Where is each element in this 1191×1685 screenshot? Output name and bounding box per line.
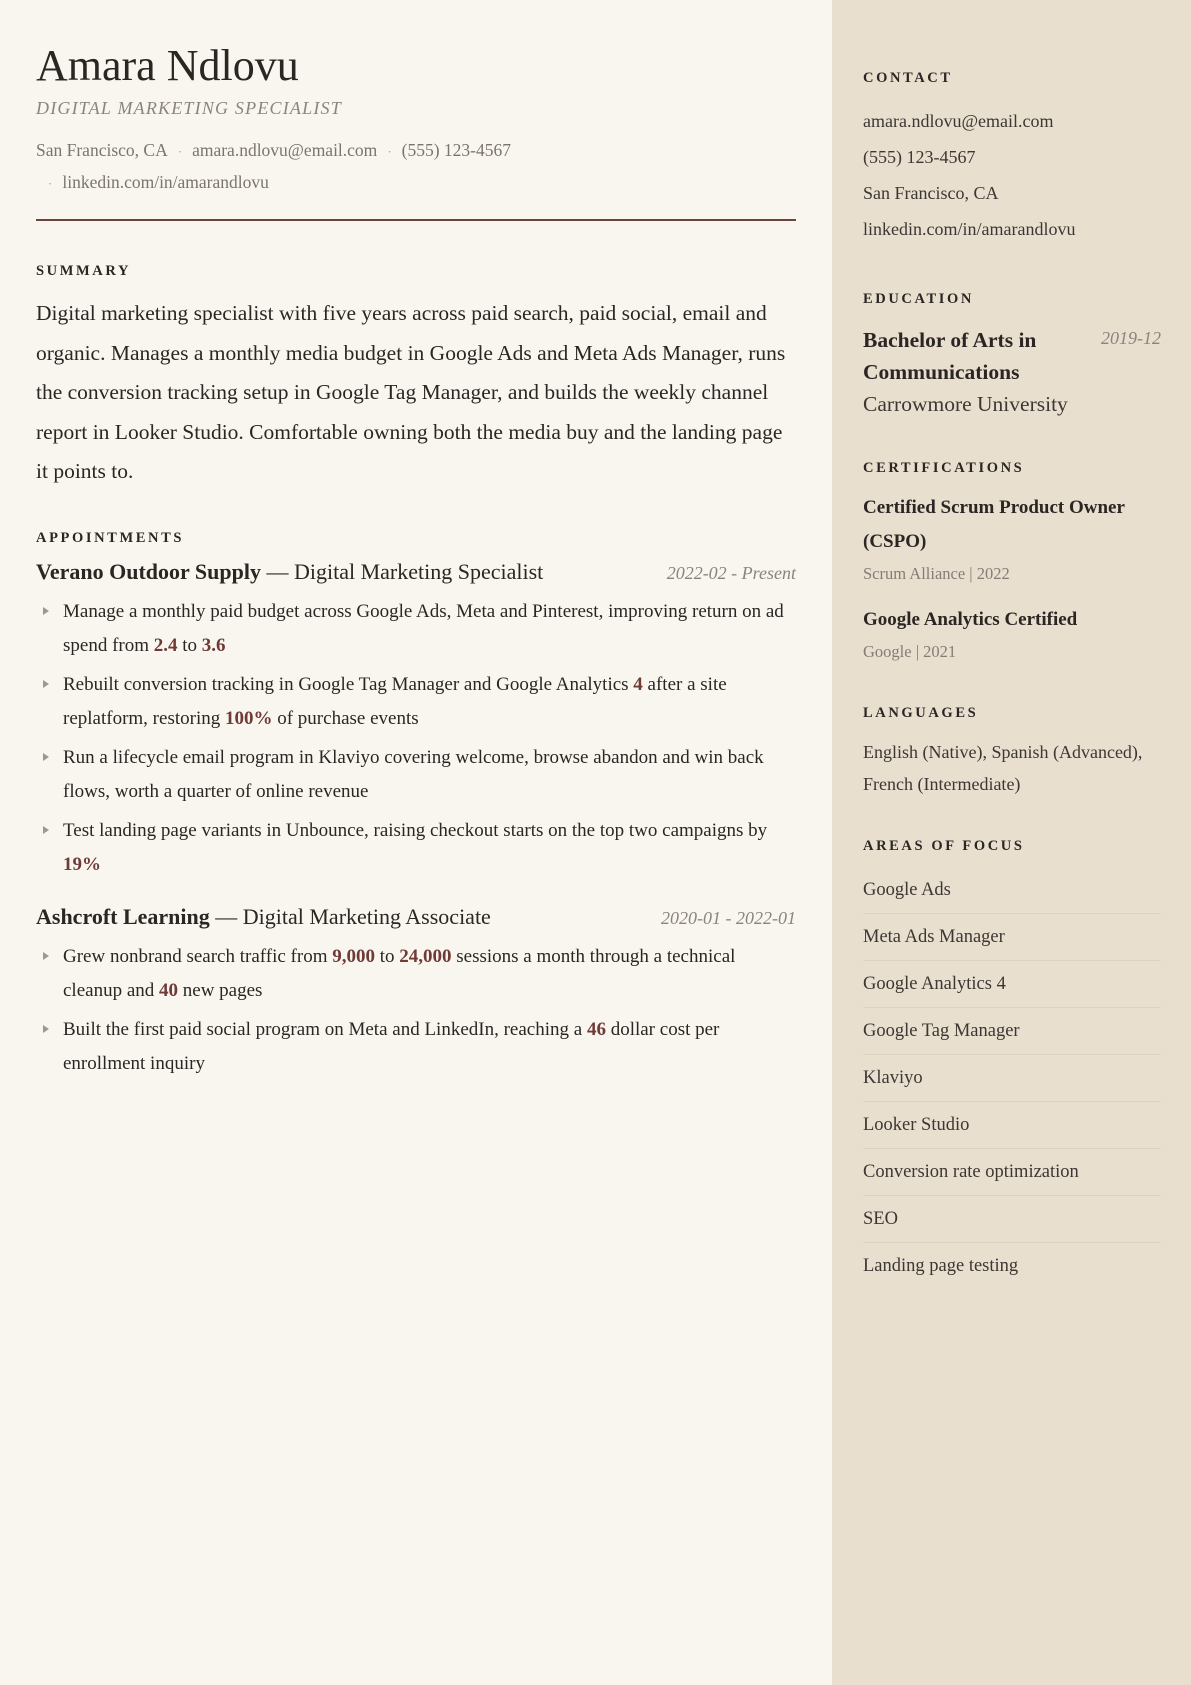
bullet-text: Built the first paid social program on Meta and LinkedIn, reaching a xyxy=(63,1018,587,1040)
certification-name: Google Analytics Certified xyxy=(863,609,1078,630)
job-dates: 2020-01 - 2022-01 xyxy=(661,907,796,928)
contact-section xyxy=(863,70,1161,247)
job-entry xyxy=(36,904,796,1081)
focus-item: Conversion rate optimization xyxy=(863,1149,1161,1196)
separator: · xyxy=(177,144,183,159)
contact-list xyxy=(863,103,1161,247)
contact-phone[interactable]: (555) 123-4567 xyxy=(863,147,976,167)
degree: Bachelor of Arts in Communications xyxy=(863,328,1037,384)
header-linkedin[interactable]: linkedin.com/in/amarandlovu xyxy=(62,172,269,192)
education-section xyxy=(863,291,1161,420)
header-divider xyxy=(36,219,796,221)
languages-text: English (Native), Spanish (Advanced), French (Intermediate) xyxy=(863,742,1143,794)
bullet-text: dollar cost per enrollment inquiry xyxy=(63,1018,720,1074)
bullet-metric: 9,000 xyxy=(332,945,375,967)
contact-location: San Francisco, CA xyxy=(863,183,999,203)
job-dash: — xyxy=(209,903,243,929)
sidebar xyxy=(832,0,1191,1685)
focus-item: Google Analytics 4 xyxy=(863,961,1161,1008)
bullet-text: Rebuilt conversion tracking in Google Tag Manager and Google Analytics xyxy=(63,673,634,695)
focus-item: Looker Studio xyxy=(863,1102,1161,1149)
focus-item: SEO xyxy=(863,1196,1161,1243)
focus-item: Meta Ads Manager xyxy=(863,914,1161,961)
bullet-text: Manage a monthly paid budget across Google Ads, Meta and Pinterest, improving return on ad spend from xyxy=(63,600,784,656)
summary-text: Digital marketing specialist with five years across paid search, paid social, email and organic. Manages a monthly media budget in Google Ads and Meta Ads Manager, runs the conversion tracking setup in Google Tag Manager, and builds the weekly channel report in Looker Studio. Comfortable owning both the media buy and the landing page it points to. xyxy=(36,301,786,483)
focus-item: Google Ads xyxy=(863,867,1161,914)
job-role: DIGITAL MARKETING SPECIALIST xyxy=(36,98,342,118)
job-position: Digital Marketing Specialist xyxy=(293,558,544,584)
contact-email[interactable]: amara.ndlovu@email.com xyxy=(863,111,1054,131)
candidate-name: Amara Ndlovu xyxy=(36,41,299,90)
focus-title: AREAS OF FOCUS xyxy=(863,838,1025,854)
job-entry xyxy=(36,559,796,882)
focus-item: Google Tag Manager xyxy=(863,1008,1161,1055)
bullet-item xyxy=(36,741,796,809)
job-dates: 2022-02 - Present xyxy=(666,562,796,583)
bullet-text: Grew nonbrand search traffic from xyxy=(63,945,333,967)
certification-item xyxy=(863,491,1161,589)
languages-section xyxy=(863,705,1161,800)
certifications-title: CERTIFICATIONS xyxy=(863,460,1025,476)
education-date: 2019-12 xyxy=(1101,328,1161,348)
job-title-line xyxy=(36,559,543,585)
job-position: Digital Marketing Associate xyxy=(242,903,491,929)
header-contact xyxy=(36,135,796,199)
bullet-text: to xyxy=(177,634,202,656)
bullet-item xyxy=(36,814,796,882)
bullet-metric: 3.6 xyxy=(201,634,226,656)
bullet-item xyxy=(36,940,796,1008)
bullet-metric: 2.4 xyxy=(153,634,178,656)
school: Carrowmore University xyxy=(863,392,1068,416)
job-list xyxy=(36,559,796,1081)
education-title: EDUCATION xyxy=(863,291,974,307)
focus-list xyxy=(863,867,1161,1289)
bullet-metric: 46 xyxy=(586,1018,606,1040)
header-email[interactable]: amara.ndlovu@email.com xyxy=(192,140,378,160)
bullet-text: of purchase events xyxy=(272,707,419,729)
bullet-item xyxy=(36,668,796,736)
appointments-title: APPOINTMENTS xyxy=(36,529,185,546)
bullet-text: Test landing page variants in Unbounce, raising checkout starts on the top two campaigns by xyxy=(63,819,768,841)
bullet-text: sessions a month through a technical cleanup and xyxy=(63,945,736,1001)
certification-meta: Google | 2021 xyxy=(863,642,957,661)
bullet-item xyxy=(36,1013,796,1081)
header-location: San Francisco, CA xyxy=(36,140,168,160)
job-header xyxy=(36,904,796,930)
job-company: Ashcroft Learning xyxy=(36,903,210,929)
bullet-metric: 24,000 xyxy=(399,945,452,967)
job-bullets xyxy=(36,595,796,882)
focus-section xyxy=(863,838,1161,1289)
bullet-text: to xyxy=(374,945,400,967)
education-entry xyxy=(863,324,1161,388)
bullet-metric: 100% xyxy=(224,707,273,729)
job-header xyxy=(36,559,796,585)
job-company: Verano Outdoor Supply xyxy=(36,558,261,584)
header-phone[interactable]: (555) 123-4567 xyxy=(401,140,512,160)
certifications-section xyxy=(863,460,1161,667)
separator: · xyxy=(387,144,392,159)
separator: · xyxy=(48,176,53,191)
summary-title: SUMMARY xyxy=(36,263,132,279)
languages-title: LANGUAGES xyxy=(863,705,979,721)
job-title-line xyxy=(36,904,491,930)
job-dash: — xyxy=(260,558,294,584)
bullet-text: Run a lifecycle email program in Klaviyo covering welcome, browse abandon and win back flows, worth a quarter of online revenue xyxy=(63,746,764,802)
contact-linkedin[interactable]: linkedin.com/in/amarandlovu xyxy=(863,219,1076,239)
bullet-metric: 40 xyxy=(159,979,179,1001)
bullet-metric: 19% xyxy=(63,853,101,875)
bullet-item xyxy=(36,595,796,663)
bullet-text: new pages xyxy=(178,979,263,1001)
bullet-metric: 4 xyxy=(633,673,643,695)
certification-name: Certified Scrum Product Owner (CSPO) xyxy=(863,497,1125,552)
bullet-text: after a site replatform, restoring xyxy=(63,673,727,729)
focus-item: Landing page testing xyxy=(863,1256,1019,1276)
job-bullets xyxy=(36,940,796,1081)
contact-title: CONTACT xyxy=(863,70,953,86)
certification-item xyxy=(863,603,1161,667)
certification-meta: Scrum Alliance | 2022 xyxy=(863,564,1010,583)
focus-item: Klaviyo xyxy=(863,1055,1161,1102)
